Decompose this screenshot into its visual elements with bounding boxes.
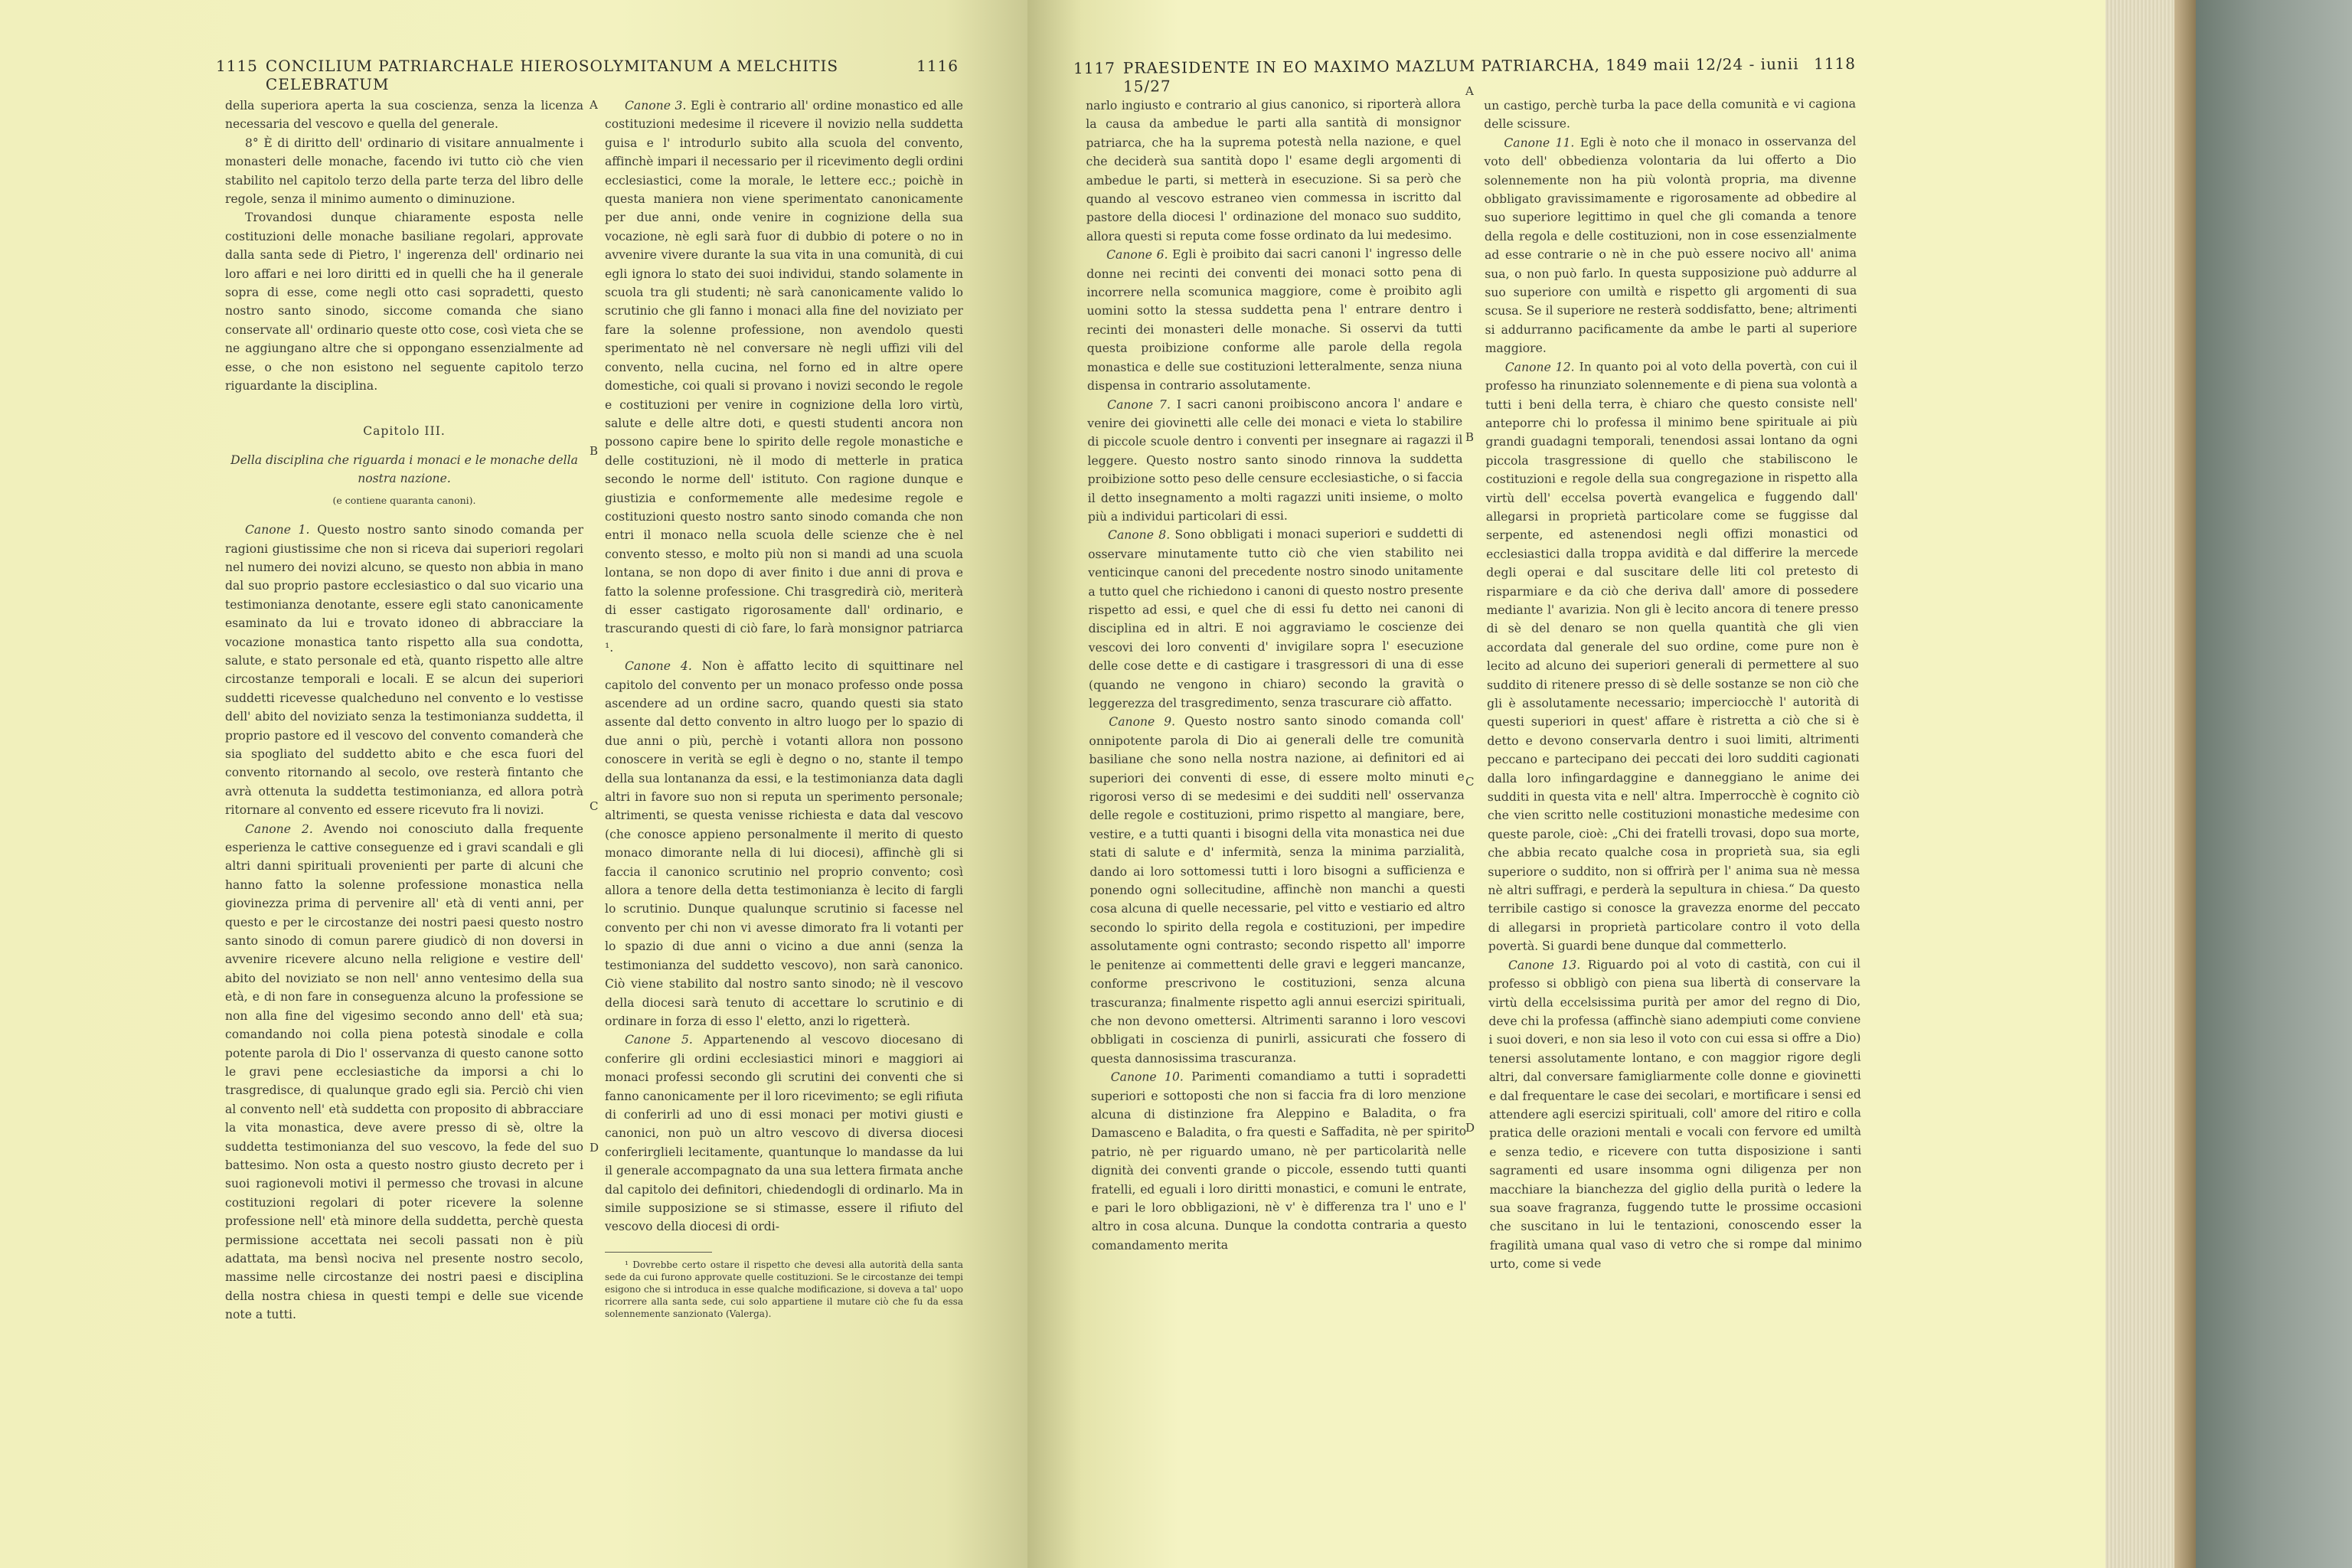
canon-label: Canone 3. xyxy=(625,99,687,113)
left-running-head xyxy=(216,57,959,93)
chapter-note: (e contiene quaranta canoni). xyxy=(332,494,476,506)
backdrop xyxy=(2196,0,2352,1568)
paragraph: 8° È di diritto dell' ordinario di visitare annualmente i monasteri delle monache, facendo ivi tutto ciò che vien stabilito nel capitolo terzo della parte terza del libro delle regole, senza il minimo aumento o diminuzione. xyxy=(225,136,583,207)
right-column-a xyxy=(1086,94,1467,1255)
canon-paragraph xyxy=(1088,524,1464,714)
paragraph: Trovandosi dunque chiaramente esposta nelle costituzioni delle monache basiliane regolari, approvate dalla santa sede di Pietro, l' ingerenza dell' ordinario nei loro affari e nei loro diritti ed in quelli che ha il generale sopra di esse, come negli otto casi sopradetti, questo nostro santo sinodo, siccome comanda che siano conservate all' ordinario queste otto cose, così vieta che se ne aggiungano altre che si oppongano essenzialmente ad esse, o che non esistono nel seguente capitolo terzo riguardante la disciplina. xyxy=(225,211,583,394)
canon-text: Sono obbligati i monaci superiori e suddetti di osservare minutamente tutto ciò che vien stabilito nei venticinque canoni del precedente nostro sinodo unitamente a tutto quel che richiedono i canoni di questo nostro presente rispetto ad essi, e quel che di essi fu detto nei canoni di disciplina ed in altri. E noi aggraviamo le coscienze dei vescovi dei loro conventi d' invigilare sopra l' esecuzione delle cose dette e di castigare i trasgressori di una di esse (quando ne vengono in chiaro) secondo la gravità o leggerezza del trasgredimento, senza trascurare ciò affatto. xyxy=(1088,526,1465,710)
canon-paragraph xyxy=(225,820,583,1325)
canon-label: Canone 5. xyxy=(625,1033,693,1047)
canon-label: Canone 12. xyxy=(1504,360,1575,374)
canon-paragraph xyxy=(605,1031,963,1236)
left-column-b xyxy=(605,96,963,1320)
canon-paragraph xyxy=(225,521,583,820)
paragraph: della superiora aperta la sua coscienza, senza la licenza necessaria del vescovo e quella del generale. xyxy=(225,99,583,132)
canon-text: Egli è contrario all' ordine monastico ed alle costituzioni medesime il ricevere il novizio nella suddetta guisa e l' introdurlo subito alla scuola del convento, affinchè impari il necessario per il ricevimento degli ordini ecclesiastici, come la morale, le lettere ecc.; poichè in questa maniera non viene sperimentato canonicamente per due anni, onde venire in cognizione della sua vocazione, nè egli sarà fuor di dubbio di potere o no in avvenire vivere durante la sua vita in una comunità, di cui egli ignora lo stato dei suoi individui, stando solamente in scuola tra gli studenti; nè sarà canonicamente valido lo scrutinio che gli fanno i monaci alla fine del noviziato per fare la solenne professione, non avendolo questi sperimentato nè nel conversare nè negli uffizi vili del convento, nella cucina, nel forno ed in altre opere domestiche, coi quali si provano i novizi secondo le regole e costituzioni per venire in cognizione della loro virtù, salute e delle altre doti, e questi studenti ancora non possono capire bene lo spirito delle regole monastiche e delle costituzioni, nè il modo di metterle in pratica secondo le norme dell' istituto. Con ragione dunque e giustizia e conformemente alle medesime regole e costituzioni questo nostro santo sinodo comanda che non entri il monaco nella scuola delle scienze che è nel convento stesso, e molto più non si mandi ad una scuola lontana, se non dopo di aver finito i due anni di prova e fatto la solenne professione. Chi trasgredirà ciò, meriterà di esser castigato rigorosamente dall' ordinario, e trascurando questi di ciò fare, lo farà monsignor patriarca ¹. xyxy=(605,99,963,655)
canon-paragraph xyxy=(1091,1067,1467,1256)
canon-label: Canone 11. xyxy=(1504,136,1575,150)
canon-label: Canone 10. xyxy=(1110,1070,1184,1084)
left-column-a xyxy=(225,96,583,1325)
canon-label: Canone 13. xyxy=(1508,958,1581,972)
canon-paragraph xyxy=(605,96,963,657)
canon-text: Parimenti comandiamo a tutti i sopradetti superiori e sottoposti che non si faccia fra di loro menzione alcuna di distinzione fra Aleppino e Baladita, o fra Damasceno e Baladita, o fra questi e Saffadita, nè per spirito patrio, nè per riguardo umano, nè per particolarità nelle dignità dei conventi grande o piccole, essendo tutti quanti fratelli, ed eguali i loro diritti monastici, e comuni le entrate, e pari le loro obbligazioni, nè v' è differenza tra l' uno e l' altro in cosa alcuna. Dunque la condotta contraria a questo comandamento merita xyxy=(1090,1068,1467,1253)
canon-text: Avendo noi conosciuto dalla frequente esperienza le cattive conseguenze ed i gravi scandali e gli altri danni spirituali provenienti per parte di alcuni che hanno fatto la solenne professione monastica nella giovinezza prima di pervenire all' età di venti anni, per questo e per le circostanze dei nostri paesi questo nostro santo sinodo di comun parere giudicò di non doversi in avvenire ricevere alcuno nella religione e vestire dell' abito del noviziato se non nell' anno ventesimo della sua età, e di non fare in conseguenza alcuno la professione se non alla fine del vigesimo secondo anno dell' età sua; comandando noi colla piena potestà sinodale e colla potente parola di Dio l' osservanza di questo canone sotto le gravi pene ecclesiastiche da imporsi a chi lo trasgredisce, di qualunque grado egli sia. Perciò chi vien al convento nell' età suddetta con proposito di abbracciare la vita monastica, deve avere presso di sè, oltre la suddetta testimonianza del suo vescovo, la fede del suo battesimo. Non osta a questo nostro giusto decreto per i suoi ragionevoli motivi il permesso che trovasi in alcune costituzioni regolari di poter ricevere la solenne professione nell' età minore della suddetta, perchè questa permissione accettata nei secoli passati non è più adattata, ma bensì nociva nel presente nostro secolo, massime nelle circostanze dei nostri paesi e disciplina della nostra chiesa in questi tempi e delle sue vicende note a tutti. xyxy=(225,822,583,1322)
canon-text: Appartenendo al vescovo diocesano di conferire gli ordini ecclesiastici minori e maggiori ai monaci professi secondo gli scrutini dei conventi che si fanno canonicamente per il loro ricevimento; se egli rifiuta di conferirli ad uno di essi monaci per motivi giusti e canonici, non può un altro vescovo di diversa diocesi conferirglieli lecitamente, quantunque lo mandasse da lui il generale accompagnato da una sua lettera firmata anche dal capitolo dei definitori, chiedendogli di ordinarlo. Ma in simile supposizione se si stimasse, essere il rifiuto del vescovo della diocesi di ordi- xyxy=(605,1033,963,1234)
left-page-number-first: 1115 xyxy=(216,57,258,75)
margin-marker-d: D xyxy=(1465,1121,1475,1135)
canon-label: Canone 1. xyxy=(245,523,310,537)
footnote-rule xyxy=(605,1252,712,1253)
paragraph: un castigo, perchè turba la pace della comunità e vi cagiona delle scissure. xyxy=(1484,96,1857,132)
left-page xyxy=(0,0,1027,1568)
margin-marker-b: B xyxy=(1465,430,1475,444)
canon-text: Riguardo poi al voto di castità, con cui il professo si obbligò con piena sua libertà di conservare la virtù della eccelsissima purità per amor del regno di Dio, deve chi la professa (affinchè siano adempiuti come conviene i suoi doveri, e non sia leso il voto con cui essa si offre a Dio) tenersi assolutamente lontano, e con maggior rigore degli altri, dal conversare famigliarmente colle donne e giovinetti e dal frequentare le case dei secolari, e mortificare i sensi ed attendere agli esercizi spirituali, coll' amore del ritiro e colla pratica delle orazioni mentali e vocali con fervore ed umiltà e senza tedio, e ricevere con tutta disposizione i santi sagramenti ed usare insomma ogni diligenza per non macchiare la bianchezza del giglio della purità o ledere la sua soave fragranza, fuggendo tutte le prossime occasioni che suscitano in lui le tentazioni, conoscendo esser la fragilità umana qual vaso di vetro che si rompe dal minimo urto, come si vede xyxy=(1488,956,1862,1272)
canon-label: Canone 9. xyxy=(1109,714,1176,730)
canon-text: In quanto poi al voto della povertà, con cui il professo ha rinunziato solennemente e di piena sua volontà a tutti i beni della terra, è chiaro che questo consiste nell' anteporre chi lo professa il minimo bene spirituale ai più grandi guadagni temporali, tenendosi assai lontano da ogni piccola trasgressione di quello che stabiliscono le costituzioni e regole della sua congregazione in rispetto alla virtù dell' eccelsa povertà evangelica e fuggendo dall' allegarsi in proprietà particolare come se fuggisse dal serpente, ed astenendosi negli offizi monastici od ecclesiastici dalla troppa avidità e dal differire la mercede degli operai e dal suscitare delle liti col pretesto di risparmiare e da ciò che deriva dall' amore di possedere mediante l' avarizia. Non gli è lecito ancora di tenere presso di sè del denaro se non quella quantità che gli vien accordata dal generale del suo ordine, come pure non è lecito ad alcuno dei superiori generali di permettere al suo suddito di ritenere presso di sè delle sostanze se non ciò che gli è assolutamente necessario; imperciocchè l' autorità di questi superiori in quest' affare è ristretta a ciò che si è detto e devono conservarla dentro i suoi limiti, altrimenti peccano e partecipano dei peccati dei loro sudditi cagionati dalla loro infingardaggine e danneggiano le anime dei sudditi in questa vita e nell' altra. Imperrocchè è cognito ciò che vien scritto nelle costituzioni monastiche medesime con queste parole, cioè: „Chi dei fratelli trovasi, dopo sua morte, che abbia recato qualche cosa in proprietà sua, sia egli superiore o suddito, non si offrirà per l' anima sua nè messa nè altri suffragi, e perderà la sepultura in chiesa.“ Da questo terribile castigo si conosce la gravezza enorme del peccato di allegarsi in proprietà particolare contro il voto della povertà. Si guardi bene dunque dal commetterlo. xyxy=(1485,358,1860,954)
right-column-b xyxy=(1484,94,1862,1273)
canon-text: Egli è noto che il monaco in osservanza del voto dell' obbedienza volontaria da lui offerto a Dio solennemente non ha più volontà propria, ma divenne obbligato gravissimamente e rigorosamente ad obbedire al suo superiore legittimo in quel che gli comanda a tenore della regola e delle costituzioni, non in cose essenzialmente ad esse contrarie o nè in che può essere nocivo all' anima sua, o non può farlo. In questa supposizione può addurre al suo superiore con umiltà e rispetto gli argomenti di sua scusa. Se il superiore ne resterà soddisfatto, bene; altrimenti si addurranno pacificamente da ambe le parti al superiore maggiore. xyxy=(1484,134,1857,356)
right-page-number-second: 1118 xyxy=(1813,54,1857,74)
right-page-title: PRAESIDENTE IN EO MAXIMO MAZLUM PATRIARCHA, 1849 maii 12/24 - iunii 15/27 xyxy=(1122,54,1799,96)
canon-paragraph xyxy=(1087,394,1463,526)
canon-paragraph xyxy=(1086,244,1462,396)
canon-text: Questo nostro santo sinodo comanda coll' onnipotente parola di Dio ai generali delle tre comunità basiliane che sono nella nostra nazione, ai definitori ed ai superiori dei conventi di esse, di essere molto minuti e rigorosi verso di se medesimi e dei sudditi nell' osservanza delle regole e costituzioni, primo rispetto al mangiare, bere, vestire, e a tutti quanti i bisogni della vita monastica nei due stati di salute e d' infermità, senza la minima parzialità, dando ai loro sottomessi tutti i loro bisogni a sufficienza e ponendo ogni sollecitudine, affinchè non manchi a questi cosa alcuna di quelle necessarie, pel vitto e vestiario ed altro secondo lo spirito della regola e costituzioni, per impedire assolutamente ogni contrasto; secondo rispetto all' imporre le penitenze ai commettenti delle gravi e leggeri mancanze, conforme prescrivono le costituzioni, senza alcuna trascuranza; finalmente rispetto agli annui esercizi spirituali, che non devono omettersi. Altrimenti saranno i loro vescovi obbligati in coscienza di punirli, assicurati che fossero di questa dannosissima trascuranza. xyxy=(1089,713,1466,1066)
right-page-number-first: 1117 xyxy=(1073,58,1116,78)
canon-paragraph xyxy=(1485,356,1860,956)
margin-marker-b: B xyxy=(590,444,599,458)
book-page-edges xyxy=(2105,0,2174,1568)
chapter-title: Capitolo III. xyxy=(363,423,446,438)
left-page-title: CONCILIUM PATRIARCHALE HIEROSOLYMITANUM A MELCHITIS CELEBRATUM xyxy=(265,57,839,93)
canon-paragraph xyxy=(1484,132,1857,358)
margin-marker-a: A xyxy=(1465,84,1474,98)
margin-marker-d: D xyxy=(590,1141,599,1155)
margin-marker-c: C xyxy=(1465,775,1475,789)
canon-text: Questo nostro santo sinodo comanda per ragioni giustissime che non si riceva dai superiori regolari nel numero dei novizi alcuno, se questo non abbia in mano dal suo proprio pastore ecclesiastico o dal suo vicario una testimonianza denotante, essere egli stato canonicamente esaminato da lui e trovato idoneo di abbracciare la vocazione monastica tanto rispetto alla sua condotta, salute, e stato personale ed età, quanto rispetto alle altre circostanze temporali e locali. E se alcun dei superiori suddetti ricevesse qualcheduno nel convento e lo vestisse dell' abito del noviziato senza la testimonianza suddetta, il proprio pastore ed il vescovo del convento comanderà che sia spogliato del suddetto abito e che esca fuori del convento ritornando al secolo, ove resterà fintanto che avrà ottenuta la suddetta testimonianza, ed allora potrà ritornare al convento ed essere ricevuto fra li novizi. xyxy=(225,523,583,818)
canon-text: I sacri canoni proibiscono ancora l' andare e venire dei giovinetti alle celle dei monaci e vieta lo stabilire di piccole scuole dentro i conventi per insegnare ai ragazzi il leggere. Questo nostro santo sinodo rinnova la suddetta proibizione sotto peso delle censure ecclesiastiche, o si faccia il detto insegnamento a molti ragazzi uniti insieme, o molto più a individui particolari di essi. xyxy=(1087,395,1463,524)
right-page xyxy=(1027,0,2105,1568)
canon-paragraph xyxy=(1089,711,1465,1068)
paragraph: narlo ingiusto e contrario al gius canonico, si riporterà allora la causa da ambedue le parti alla santità di monsignor patriarca, che ha la suprema potestà nella nazione, e quel che deciderà sua santità dopo l' esame degli argomenti di ambedue le parti, si metterà in esecuzione. Si sa però che quando al vescovo estraneo vien commessa in iscritto dal pastore della diocesi l' ordinazione del monaco suo suddito, allora questi si reputa come fosse ordinato da lui medesimo. xyxy=(1086,96,1462,243)
canon-text: Egli è proibito dai sacri canoni l' ingresso delle donne nei recinti dei conventi dei monaci sotto pena di incorrere nella scomunica maggiore, come è proibito agli uomini sotto la stessa suddetta pena l' entrare dentro i recinti dei monasteri delle monache. Si osservi da tutti questa proibizione conforme alle parole della regola monastica e delle sue costituzioni letteralmente, senza niuna dispensa in contrario assolutamente. xyxy=(1086,246,1462,394)
canon-label: Canone 6. xyxy=(1106,247,1168,263)
canon-paragraph xyxy=(1488,954,1862,1273)
margin-marker-a: A xyxy=(590,98,598,112)
chapter-subtitle: Della disciplina che riguarda i monaci e le monache della nostra nazione. xyxy=(230,452,578,486)
canon-label: Canone 2. xyxy=(245,822,313,836)
margin-marker-c: C xyxy=(590,799,599,813)
canon-paragraph xyxy=(605,657,963,1031)
right-running-head xyxy=(1073,54,1857,96)
canon-label: Canone 4. xyxy=(625,659,692,674)
left-page-number-second: 1116 xyxy=(916,57,959,75)
canon-text: Non è affatto lecito di squittinare nel capitolo del convento per un monaco professo onde possa ascendere ad un ordine sacro, quando questi sia stato assente dal detto convento in altro luogo per lo spazio di due anni o più, perchè i votanti allora non possono conoscere in verità se egli è degno o no, stante il tempo della sua lontananza da essi, e la testimonianza data dagli altri in favore suo non si reputa un sperimento personale; altrimenti, se questa venisse richiesta e data dal vescovo (che conosce appieno personalmente il merito di questo monaco dimorante nella di lui diocesi), affinchè gli si faccia il canonico scrutinio nel proprio convento; così allora a tenore della detta testimonianza è lecito di fargli lo scrutinio. Dunque qualunque scrutinio si facesse nel convento per chi non vi avesse dimorato fra li votanti per lo spazio di due anni o vicino a due anni (senza la testimonianza del suddetto vescovo), non sarà canonico. Ciò viene stabilito dal nostro santo sinodo; nè il vescovo della diocesi sarà tenuto di accettare lo scrutinio e di ordinare in forza di esso l' eletto, anzi lo rigetterà. xyxy=(605,659,963,1028)
canon-label: Canone 7. xyxy=(1107,397,1171,412)
footnote: ¹ Dovrebbe certo ostare il rispetto che devesi alla autorità della santa sede da cui furono approvate quelle costituzioni. Se le circostanze dei tempi esigono che si introduca in esse qualche modificazione, si doveva a tal' uopo ricorrere alla santa sede, cui solo appartiene il mutare ciò che fu da essa solennemente sanzionato (Valerga). xyxy=(605,1259,963,1319)
book-cover-edge xyxy=(2174,0,2196,1568)
canon-label: Canone 8. xyxy=(1107,528,1171,543)
